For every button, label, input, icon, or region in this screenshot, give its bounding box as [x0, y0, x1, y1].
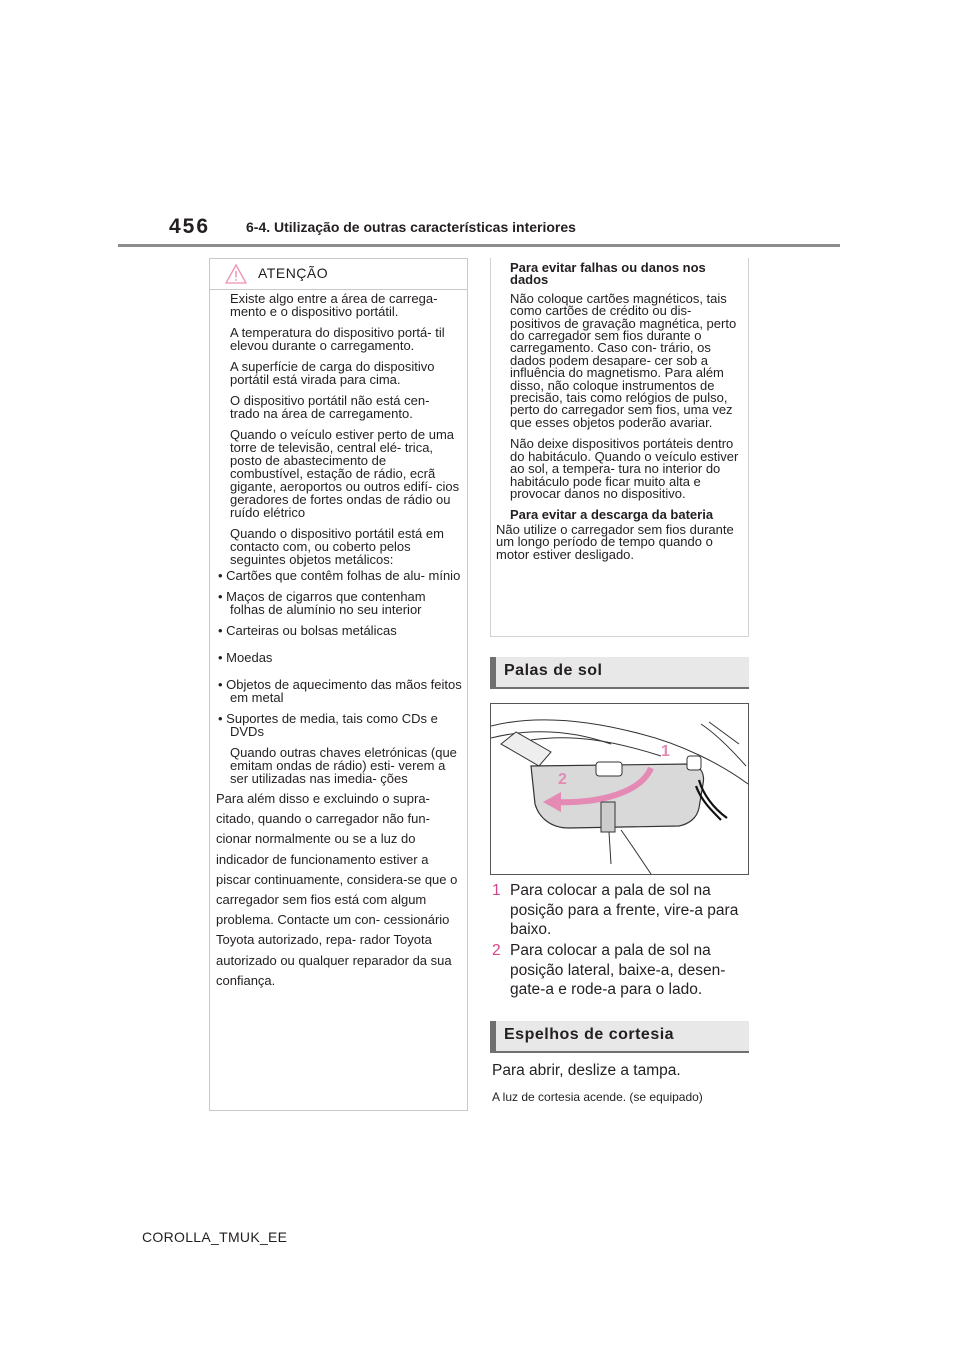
step-number: 1	[492, 882, 501, 899]
metal-object-item: • Moedas	[216, 651, 462, 664]
warning-body	[216, 292, 462, 991]
figure-label-1: 1	[661, 743, 670, 760]
notice-box	[490, 258, 749, 637]
step-number: 2	[492, 942, 501, 959]
metal-object-item: • Objetos de aquecimento das mãos feitos em metal	[216, 678, 462, 704]
sun-visor-drawing	[491, 704, 748, 874]
notice-text-data: Não coloque cartões magnéticos, tais como cartões de crédito ou dis- positivos de gravação magnética, perto do carregador sem fios durante o carregamento. Caso con- trário, os dados podem desapare- cer sob a influência do magnetismo. Para além disso, não coloque instrumentos de precisão, tais como relógios de pulso, perto do carregador sem fios, uma vez que esses objetos poderão avariar.	[510, 290, 737, 430]
warning-title: ATENÇÃO	[258, 265, 329, 281]
section-heading-sun-visors	[490, 657, 749, 689]
notice-text-battery: Não utilize o carregador sem fios durante um longo período de tempo quando o motor estiver desligado.	[496, 521, 734, 562]
warning-box	[209, 258, 468, 1111]
warning-condition: Existe algo entre a área de carrega- mento e o dispositivo portátil.	[230, 291, 438, 319]
notice-heading-battery: Para evitar a descarga da bateria	[510, 507, 714, 523]
header-divider	[118, 244, 840, 247]
notice-heading-data: Para evitar falhas ou danos nos dados	[510, 260, 706, 288]
warning-condition: A temperatura do dispositivo portá- til elevou durante o carregamento.	[230, 325, 445, 353]
metal-object-item: • Suportes de media, tais como CDs e DVDs	[216, 712, 462, 738]
step-text: Para colocar a pala de sol na posição para a frente, vire-a para baixo.	[510, 882, 739, 938]
warning-closing: Para além disso e excluindo o supra- citado, quando o carregador não fun- cionar normalmente ou se a luz do indicador de funcionamento estiver a piscar continuamente, considera-se que o carregador sem fios está com algum problema. Contacte um con- cessionário Toyota autorizado, repa- rador Toyota autorizado ou qualquer reparador da sua confiança.	[216, 791, 458, 988]
warning-header	[210, 259, 467, 290]
section-title: 6-4. Utilização de outras características interiores	[246, 219, 576, 235]
warning-condition: A superfície de carga do dispositivo portátil está virada para cima.	[230, 359, 435, 387]
warning-triangle-icon	[225, 264, 247, 284]
metal-object-item: • Cartões que contêm folhas de alu- mínio	[216, 569, 462, 582]
warning-condition: Quando o dispositivo portátil está em contacto com, ou coberto pelos seguintes objetos metálicos:	[230, 526, 444, 567]
sun-visor-illustration	[490, 703, 749, 875]
sun-visors-heading: Palas de sol	[504, 662, 603, 679]
page-number: 456	[169, 215, 211, 238]
metal-object-item: • Carteiras ou bolsas metálicas	[216, 624, 462, 637]
warning-condition: Quando o veículo estiver perto de uma torre de televisão, central elé- trica, posto de abastecimento de combustível, estação de rádio, ecrã gigante, aeroportos ou outros edifí- cios geradores de fortes ondas de rádio ou ruído elétrico	[230, 427, 460, 520]
vanity-mirror-note: A luz de cortesia acende. (se equipado)	[492, 1090, 703, 1104]
metal-object-item: • Maços de cigarros que contenham folhas de alumínio no seu interior	[216, 590, 462, 616]
footer-model-code: COROLLA_TMUK_EE	[142, 1229, 288, 1245]
step-1	[490, 881, 752, 940]
notice-text-device: Não deixe dispositivos portáteis dentro do habitáculo. Quando o veículo estiver ao sol, a tempera- tura no interior do habitáculo pode ficar muito alta e provocar danos no dispositivo.	[510, 436, 739, 501]
step-text: Para colocar a pala de sol na posição lateral, baixe-a, desen- gate-a e rode-a para o lado.	[510, 942, 726, 998]
section-heading-vanity-mirrors	[490, 1021, 749, 1053]
step-2	[490, 941, 752, 1000]
vanity-mirror-text: Para abrir, deslize a tampa.	[492, 1062, 681, 1079]
figure-label-2: 2	[558, 771, 567, 788]
notice-body	[496, 262, 744, 568]
warning-condition: O dispositivo portátil não está cen- trado na área de carregamento.	[230, 393, 430, 421]
warning-other-condition: Quando outras chaves eletrónicas (que emitam ondas de rádio) esti- verem a ser utilizadas nas imedia- ções	[230, 745, 457, 786]
vanity-mirrors-heading: Espelhos de cortesia	[504, 1026, 675, 1043]
